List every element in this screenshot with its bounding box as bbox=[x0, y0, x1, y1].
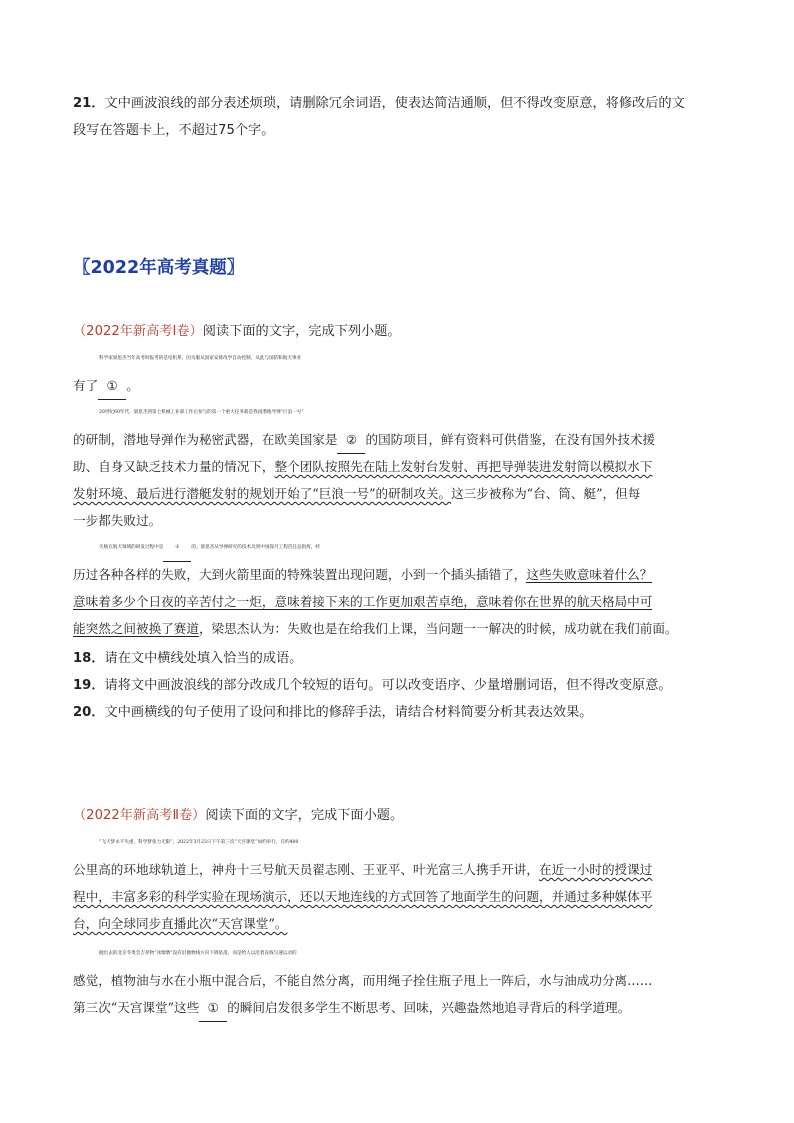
s1-p1-line-2 bbox=[73, 372, 723, 400]
s1-p1-line-1 bbox=[73, 345, 749, 372]
passage-text: 历过各种各样的失败，大到火箭里面的特殊装置出现问题，小到一个插头插错了， bbox=[73, 567, 527, 582]
section2-source-line bbox=[73, 802, 723, 829]
passage-text: 抛出去的北京冬奥会吉祥物“冰墩墩”没有沿抛物线方向下降坠落，而是给人以沿着直线匀速运动的 bbox=[99, 951, 297, 956]
s1-p3-line-1 bbox=[73, 534, 749, 562]
s2-p1-line-1 bbox=[73, 829, 749, 856]
s1-p2-line-2 bbox=[73, 426, 723, 454]
exam-source: （2022年新高考Ⅱ卷） bbox=[73, 808, 206, 823]
section-intro: 阅读下面的文字，完成下列小题。 bbox=[202, 324, 401, 339]
passage-text: 的研制，潜地导弹作为秘密武器，在欧美国家是 bbox=[73, 432, 338, 447]
s2-p1-line-4 bbox=[73, 910, 723, 937]
passage-text: ，梁思杰认为：失败也是在给我们上课，当问题一一解决的时候，成功就在我们前面。 bbox=[198, 621, 678, 636]
exam-source: （2022年新高考Ⅰ卷） bbox=[73, 324, 203, 339]
question-text: 请将文中画波浪线的部分改成几个较短的语句。可以改变语序、少量增删词语，但不得改变原意。 bbox=[104, 678, 672, 693]
s2-p2-line-2 bbox=[73, 967, 723, 994]
question-text: 请在文中横线处填入恰当的成语。 bbox=[104, 651, 303, 666]
blank-1: ① bbox=[98, 372, 126, 400]
s2-p2-line-1 bbox=[73, 940, 749, 967]
question-number: 19． bbox=[73, 678, 105, 693]
passage-text: 的。梁思杰从导弹研究的技术员到中国探月工程首任总指挥，经 bbox=[191, 545, 320, 550]
question-number: 21． bbox=[73, 96, 105, 111]
wavy-underlined-text: 发射环境、最后进行潜艇发射的规划开始了“巨浪一号”的研制攻关。 bbox=[73, 486, 452, 501]
s1-p2-line-5 bbox=[73, 507, 723, 534]
underlined-text: 这些失败意味着什么？ bbox=[526, 567, 653, 582]
blank-1: ① bbox=[199, 994, 227, 1022]
section-heading: 〖2022年高考真题〗 bbox=[73, 258, 245, 278]
blank-2: ② bbox=[337, 426, 365, 454]
question-20 bbox=[73, 699, 723, 726]
question-text: 文中画波浪线的部分表述烦琐，请删除冗余词语，使表达简洁通顺，但不得改变原意，将修改后的文 bbox=[104, 96, 685, 111]
s1-p2-line-4 bbox=[73, 480, 723, 507]
passage-text: 科学家梁思杰当年高考时报考的是电机系，因为服从国家安排改学自动控制，从此与国防和航天事业 bbox=[99, 356, 302, 361]
s2-p1-line-3 bbox=[73, 883, 723, 910]
wavy-underlined-text: 程中，丰富多彩的科学实验在现场演示，还以天地连线的方式回答了地面学生的问题，并通过多种媒体平 bbox=[73, 889, 653, 904]
s1-p3-line-2 bbox=[73, 561, 723, 588]
passage-text: 20世纪60年代，梁思杰到第七机械工业部工作后参与的第一个重大任务就是我国潜地导弹“巨浪一号” bbox=[99, 410, 304, 415]
passage-text: 助、自身又缺乏技术力量的情况下， bbox=[73, 459, 275, 474]
passage-text: “飞天梦永不失重，科学梦张力无限”，2022年3月23日下午第三次“天宫课堂”如约举行，在约400 bbox=[99, 840, 299, 845]
underlined-text: 能突然之间被换了赛道 bbox=[73, 621, 199, 636]
passage-text: 一步都失败过。 bbox=[73, 513, 162, 528]
s1-p2-line-1 bbox=[73, 399, 749, 426]
question-text: 文中画横线的句子使用了设问和排比的修辞手法，请结合材料简要分析其表达效果。 bbox=[104, 705, 593, 720]
blank-3: ③ bbox=[163, 534, 191, 562]
passage-text: 公里高的环地球轨道上，神舟十三号航天员翟志刚、王亚平、叶光富三人携手开讲， bbox=[73, 862, 539, 877]
question-text: 段写在答题卡上，不超过75个字。 bbox=[73, 123, 275, 138]
question-21-line-1 bbox=[73, 90, 723, 117]
section1-source-line bbox=[73, 318, 723, 345]
passage-text: 第三次“天宫课堂”这些 bbox=[73, 1000, 200, 1015]
s2-p1-line-2 bbox=[73, 856, 723, 883]
s1-p3-line-4 bbox=[73, 615, 723, 642]
wavy-underlined-text: 在近一小时的授课过 bbox=[538, 862, 653, 877]
passage-text: 的国防项目，鲜有资料可供借鉴，在没有国外技术援 bbox=[365, 432, 656, 447]
underlined-text: 意味着多少个日夜的辛苦付之一炬，意味着接下来的工作更加艰苦卓绝，意味着你在世界的航天格局中可 bbox=[73, 594, 653, 609]
question-18 bbox=[73, 645, 723, 672]
question-number: 20． bbox=[73, 705, 105, 720]
passage-text: 有了 bbox=[73, 378, 99, 393]
wavy-underlined-text: 整个团队按照先在陆上发射台发射、再把导弹装进发射筒以模拟水下 bbox=[274, 459, 653, 474]
passage-text: 。 bbox=[126, 378, 139, 393]
s1-p2-line-3 bbox=[73, 453, 723, 480]
section-intro: 阅读下面的文字，完成下面小题。 bbox=[205, 808, 404, 823]
s1-p3-line-3 bbox=[73, 588, 723, 615]
passage-text: 失败在航天领域的研发过程中是 bbox=[99, 545, 164, 550]
wavy-underlined-text: 台，向全球同步直播此次“天宫课堂”。 bbox=[73, 916, 288, 931]
passage-text: 感觉，植物油与水在小瓶中混合后，不能自然分离，而用绳子拴住瓶子甩上一阵后，水与油成功分离…… bbox=[73, 973, 653, 988]
question-number: 18． bbox=[73, 651, 105, 666]
passage-text: 这三步被称为“台、筒、艇”，但每 bbox=[451, 486, 641, 501]
question-21-line-2 bbox=[73, 117, 723, 144]
s2-p2-line-3 bbox=[73, 994, 723, 1022]
question-19 bbox=[73, 672, 723, 699]
passage-text: 的瞬间启发很多学生不断思考、回味，兴趣盎然地追寻背后的科学道理。 bbox=[227, 1000, 631, 1015]
